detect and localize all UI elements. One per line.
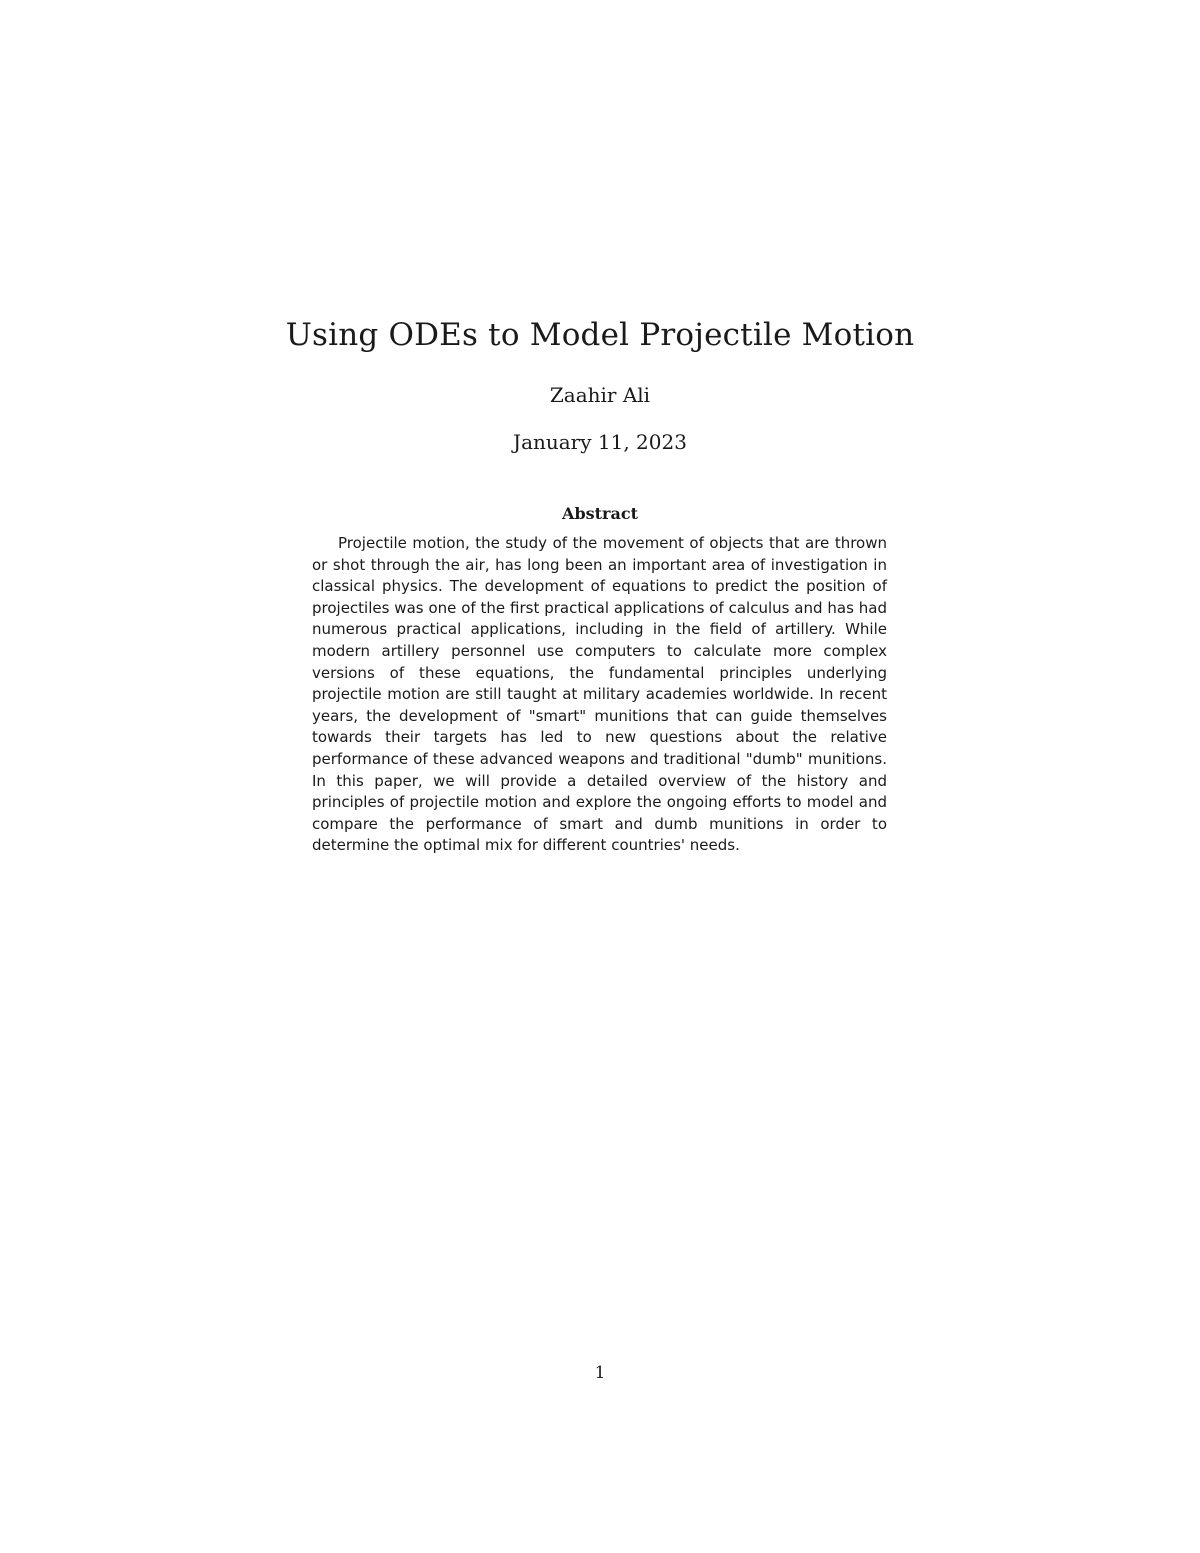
publication-date: January 11, 2023 xyxy=(513,430,687,454)
page-number: 1 xyxy=(594,1363,606,1383)
abstract-body: Projectile motion, the study of the movement of objects that are thrown or shot through the air, has long been an important area of investigation in classical physics. The development of equations to predict the position of projectiles was one of the first practical applications of calculus and has had numerous practical applications, including in the field of artillery. While modern artillery personnel use computers to calculate more complex versions of these equations, the fundamental principles underlying projectile motion are still taught at military academies worldwide. In recent years, the development of "smart" munitions that can guide themselves towards their targets has led to new questions about the relative performance of these advanced weapons and traditional "dumb" munitions. In this paper, we will provide a detailed overview of the history and principles of projectile motion and explore the ongoing efforts to model and compare the performance of smart and dumb munitions in order to determine the optimal mix for different countries' needs. xyxy=(312,534,887,855)
author-name: Zaahir Ali xyxy=(549,383,651,407)
abstract-heading: Abstract xyxy=(562,504,638,523)
paper-title: Using ODEs to Model Projectile Motion xyxy=(285,317,915,353)
